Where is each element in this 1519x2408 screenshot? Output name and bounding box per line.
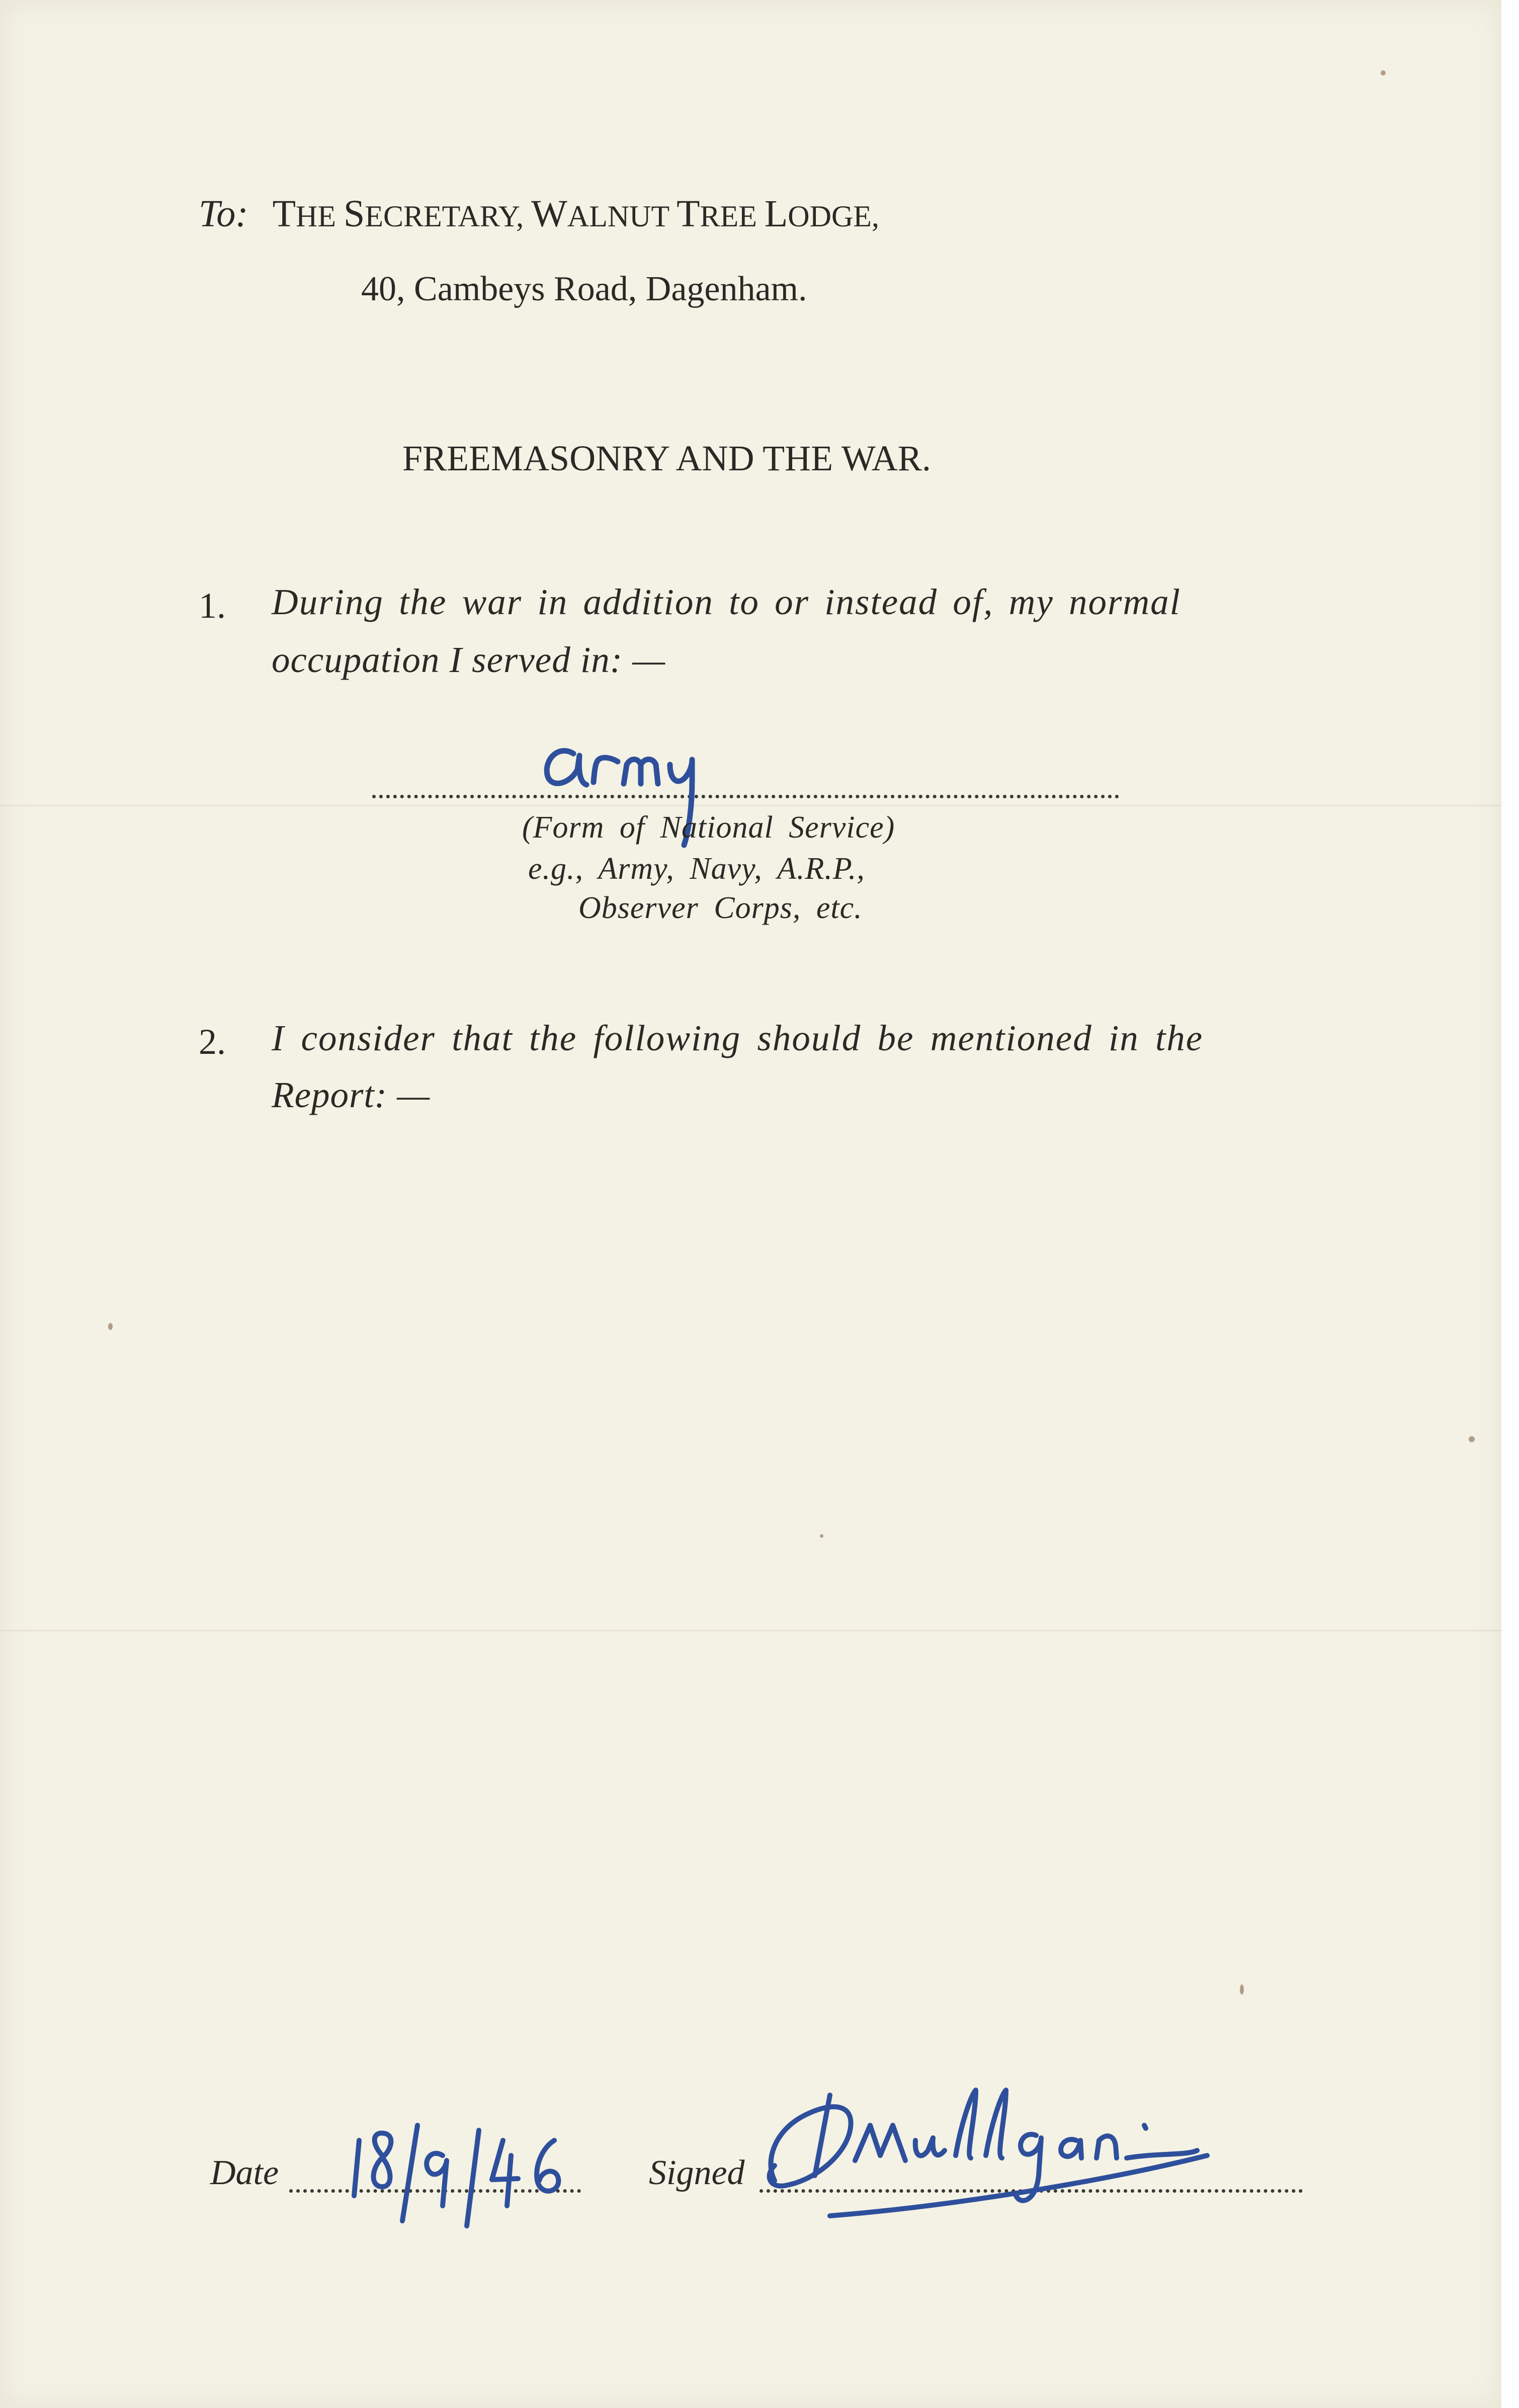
recipient-word: HE xyxy=(296,200,344,233)
recipient-word: ALNUT xyxy=(567,200,677,233)
recipient-initial: L xyxy=(764,193,788,235)
item1-question-line1: During the war in addition to or instead of, my normal xyxy=(272,582,1181,622)
date-label: Date xyxy=(210,2153,279,2192)
recipient-initial: S xyxy=(344,193,365,235)
recipient-initial: T xyxy=(677,193,700,235)
recipient-word: ECRETARY, xyxy=(365,200,532,233)
recipient-line xyxy=(199,192,879,236)
paper-fold xyxy=(0,1630,1501,1631)
paper-speck xyxy=(1469,1436,1475,1442)
recipient-initial: W xyxy=(531,193,567,235)
item2-number: 2. xyxy=(199,1022,226,1062)
address-street: 40, Cambeys Road, Dagenham. xyxy=(361,270,807,308)
item1-number: 1. xyxy=(199,586,226,626)
signed-label: Signed xyxy=(649,2153,745,2192)
item2-question-line1: I consider that the following should be mentioned in the xyxy=(272,1018,1204,1058)
paper-speck xyxy=(1381,70,1386,75)
recipient-word: REE xyxy=(700,200,765,233)
item1-hint-line3: Observer Corps, etc. xyxy=(578,891,863,925)
recipient-word: ODGE, xyxy=(788,200,879,233)
page-title: FREEMASONRY AND THE WAR. xyxy=(402,438,931,478)
paper-speck xyxy=(820,1534,823,1538)
paper-speck xyxy=(1240,1984,1244,1995)
item1-question-line2: occupation I served in: — xyxy=(272,639,666,680)
item1-hint-line1: (Form of National Service) xyxy=(522,810,895,845)
item2-question-line2: Report: — xyxy=(272,1074,431,1115)
paper-speck xyxy=(108,1323,113,1330)
signature-handwriting xyxy=(754,2055,1348,2236)
date-handwriting xyxy=(347,2120,588,2236)
to-label: To: xyxy=(199,193,248,235)
recipient-initial: T xyxy=(272,193,296,235)
item1-hint-line2: e.g., Army, Navy, A.R.P., xyxy=(528,852,865,886)
